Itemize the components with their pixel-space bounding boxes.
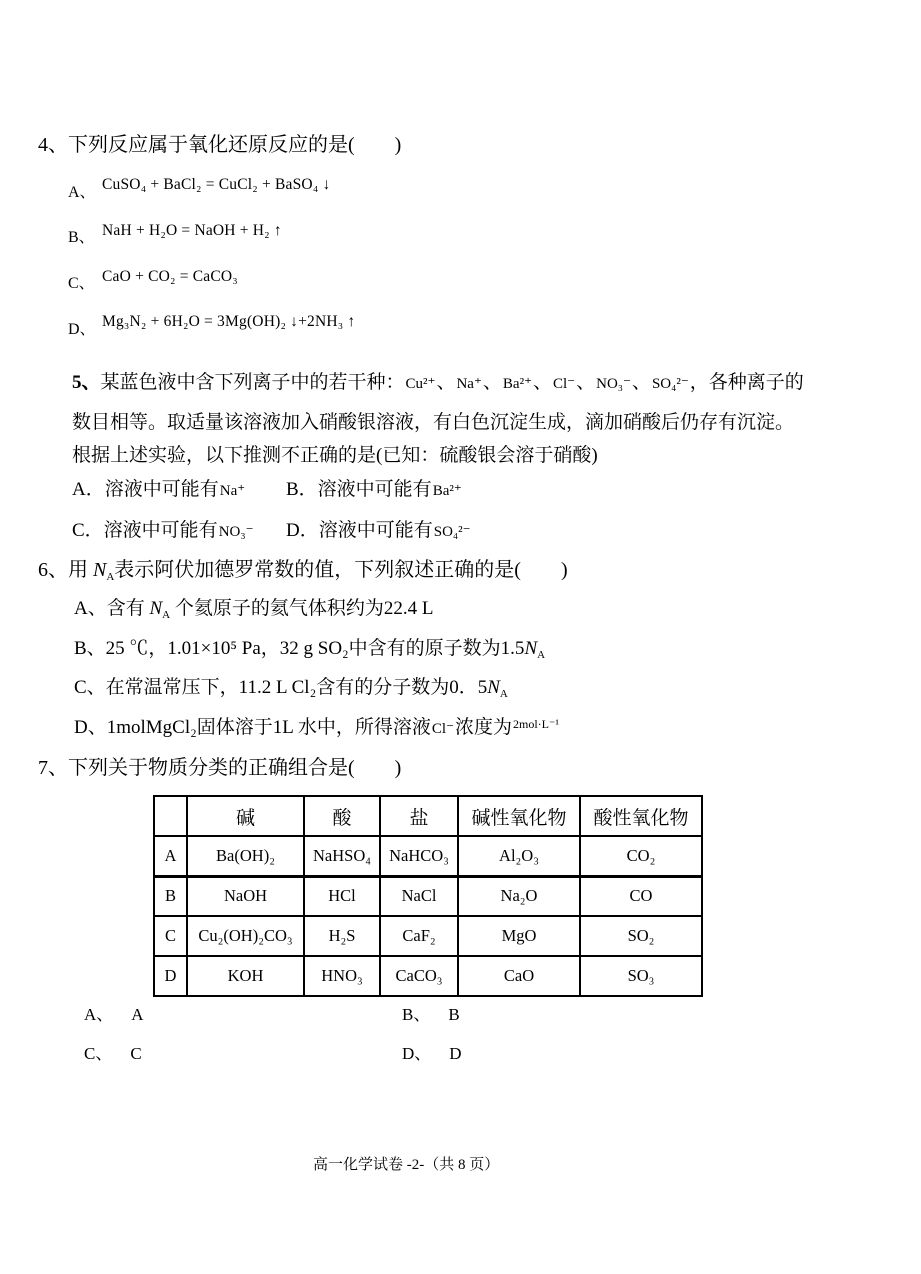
option-ion: Cl⁻ <box>431 721 454 737</box>
question-5-line-2: 数目相等。取适量该溶液加入硝酸银溶液，有白色沉淀生成，滴加硝酸后仍存有沉淀。 <box>72 412 795 433</box>
row-letter-cell: B <box>154 876 187 916</box>
acidic-oxide-cell: SO₃ <box>580 956 702 996</box>
avogadro-symbol-letter: N <box>149 598 163 619</box>
avogadro-symbol-subscript: A <box>162 609 171 621</box>
avogadro-symbol-letter: N <box>487 677 500 698</box>
question-7-option-a <box>84 1003 144 1027</box>
question-7-stem: 7、下列关于物质分类的正确组合是( ) <box>38 757 402 779</box>
question-5-option-d <box>286 519 472 544</box>
ion-barium: Ba²⁺ <box>502 376 532 392</box>
question-5-intro: 某蓝色液中含下列离子中的若干种： <box>100 372 405 393</box>
acid-cell: HCl <box>304 876 380 916</box>
acidic-oxide-cell: CO <box>580 876 702 916</box>
salt-cell: CaCO₃ <box>380 956 458 996</box>
row-letter-cell: C <box>154 916 187 956</box>
question-5-option-c <box>72 519 255 544</box>
acidic-oxide-cell: CO₂ <box>580 836 702 876</box>
question-7-option-d <box>402 1042 462 1066</box>
question-4-option-d-label: D、 <box>68 321 96 338</box>
question-6-option-d <box>74 716 559 741</box>
option-ion: Na⁺ <box>219 483 246 499</box>
option-text: B．溶液中可能有 <box>286 479 432 500</box>
option-value: B <box>448 1005 460 1024</box>
basic-oxide-cell: MgO <box>458 916 580 956</box>
avogadro-symbol-letter: N <box>524 638 538 659</box>
option-text: D．溶液中可能有 <box>286 520 433 541</box>
concentration-unit: 2mol·L⁻¹ <box>513 717 559 731</box>
option-text-middle: 浓度为 <box>455 717 513 738</box>
salt-cell: NaHCO₃ <box>380 836 458 876</box>
option-label: A、 <box>84 1005 114 1024</box>
page-footer: 高一化学试卷 -2-（共 8 页） <box>313 1157 500 1173</box>
table-header-row <box>154 796 702 836</box>
table-row <box>154 876 702 916</box>
salt-cell: CaF₂ <box>380 916 458 956</box>
header-salt: 盐 <box>380 796 458 836</box>
avogadro-symbol-letter: N <box>93 559 107 581</box>
table-row <box>154 836 702 876</box>
question-5-line-1 <box>72 371 804 396</box>
option-label: B、 <box>402 1005 431 1024</box>
ion-sulfate: SO₄²⁻ <box>651 376 689 392</box>
question-6-option-c <box>74 676 508 702</box>
option-label: D、 <box>402 1044 432 1063</box>
base-cell: Ba(OH)₂ <box>187 836 304 876</box>
ion-separator: 、 <box>631 372 651 393</box>
avogadro-constant-symbol <box>524 637 545 663</box>
row-letter-cell: D <box>154 956 187 996</box>
option-ion: SO₄²⁻ <box>433 524 471 540</box>
header-base: 碱 <box>187 796 304 836</box>
question-4-option-a-equation: CuSO₄ + BaCl₂ = CuCl₂ + BaSO₄ ↓ <box>102 176 331 193</box>
option-label: C、 <box>84 1044 113 1063</box>
avogadro-constant-symbol <box>487 676 508 702</box>
basic-oxide-cell: Al₂O₃ <box>458 836 580 876</box>
question-4-option-c-equation: CaO + CO₂ = CaCO₃ <box>102 268 238 285</box>
ion-separator: 、 <box>532 372 552 393</box>
acid-cell: NaHSO₄ <box>304 836 380 876</box>
question-7-option-b <box>402 1003 460 1027</box>
ion-nitrate: NO₃⁻ <box>596 376 631 392</box>
avogadro-constant-symbol <box>93 558 114 585</box>
acid-cell: HNO₃ <box>304 956 380 996</box>
base-cell: Cu₂(OH)₂CO₃ <box>187 916 304 956</box>
question-6-stem-end: 表示阿伏加德罗常数的值，下列叙述正确的是( ) <box>114 559 568 581</box>
avogadro-constant-symbol <box>149 597 170 623</box>
option-text: C．溶液中可能有 <box>72 520 218 541</box>
question-4-option-b-label: B、 <box>68 229 95 246</box>
table-corner-cell <box>154 796 187 836</box>
question-4-stem: 4、下列反应属于氧化还原反应的是( ) <box>38 134 402 156</box>
avogadro-symbol-subscript: A <box>537 649 546 661</box>
ion-copper: Cu²⁺ <box>405 376 436 392</box>
question-6-stem-start: 6、用 <box>38 559 93 581</box>
ion-chloride: Cl⁻ <box>553 376 576 392</box>
salt-cell: NaCl <box>380 876 458 916</box>
question-4-option-d-equation: Mg₃N₂ + 6H₂O = 3Mg(OH)₂ ↓+2NH₃ ↑ <box>102 313 356 330</box>
option-ion: Ba²⁺ <box>432 483 462 499</box>
option-value: A <box>131 1005 144 1024</box>
question-6-option-b <box>74 637 545 663</box>
basic-oxide-cell: CaO <box>458 956 580 996</box>
option-text-start: C、在常温常压下，11.2 L Cl₂含有的分子数为0．5 <box>74 677 488 698</box>
question-5-option-b <box>286 478 463 503</box>
option-text-start: A、含有 <box>74 598 150 619</box>
avogadro-symbol-subscript: A <box>499 688 508 700</box>
avogadro-symbol-subscript: A <box>106 571 115 583</box>
question-4-option-a-label: A、 <box>68 184 96 201</box>
ion-separator: 、 <box>576 372 596 393</box>
question-6-option-a <box>74 597 433 623</box>
question-6-stem <box>38 558 568 585</box>
option-value: C <box>130 1044 142 1063</box>
classification-table <box>153 795 703 997</box>
table-row <box>154 916 702 956</box>
acidic-oxide-cell: SO₂ <box>580 916 702 956</box>
question-5-number: 5、 <box>72 372 101 393</box>
ion-separator: 、 <box>482 372 502 393</box>
header-acidic-oxide: 酸性氧化物 <box>580 796 702 836</box>
question-5-option-a <box>72 478 246 503</box>
question-5-line-3: 根据上述实验，以下推测不正确的是(已知：硫酸银会溶于硝酸) <box>72 445 598 466</box>
basic-oxide-cell: Na₂O <box>458 876 580 916</box>
ion-separator: 、 <box>436 372 456 393</box>
base-cell: KOH <box>187 956 304 996</box>
header-acid: 酸 <box>304 796 380 836</box>
question-4-option-b-equation: NaH + H₂O = NaOH + H₂ ↑ <box>102 222 282 239</box>
option-text-start: D、1molMgCl₂固体溶于1L 水中，所得溶液 <box>74 717 431 738</box>
acid-cell: H₂S <box>304 916 380 956</box>
row-letter-cell: A <box>154 836 187 876</box>
option-text: A．溶液中可能有 <box>72 479 219 500</box>
option-value: D <box>449 1044 462 1063</box>
table-row <box>154 956 702 996</box>
header-basic-oxide: 碱性氧化物 <box>458 796 580 836</box>
question-4-option-c-label: C、 <box>68 275 95 292</box>
ion-sodium: Na⁺ <box>456 376 482 392</box>
option-text-end: 个氦原子的氦气体积约为22.4 L <box>170 598 434 619</box>
base-cell: NaOH <box>187 876 304 916</box>
option-ion: NO₃⁻ <box>218 524 254 540</box>
option-text-start: B、25 ℃，1.01×10⁵ Pa，32 g SO₂中含有的原子数为1.5 <box>74 638 525 659</box>
question-7-option-c <box>84 1042 142 1066</box>
question-5-intro-end: ，各种离子的 <box>689 372 804 393</box>
